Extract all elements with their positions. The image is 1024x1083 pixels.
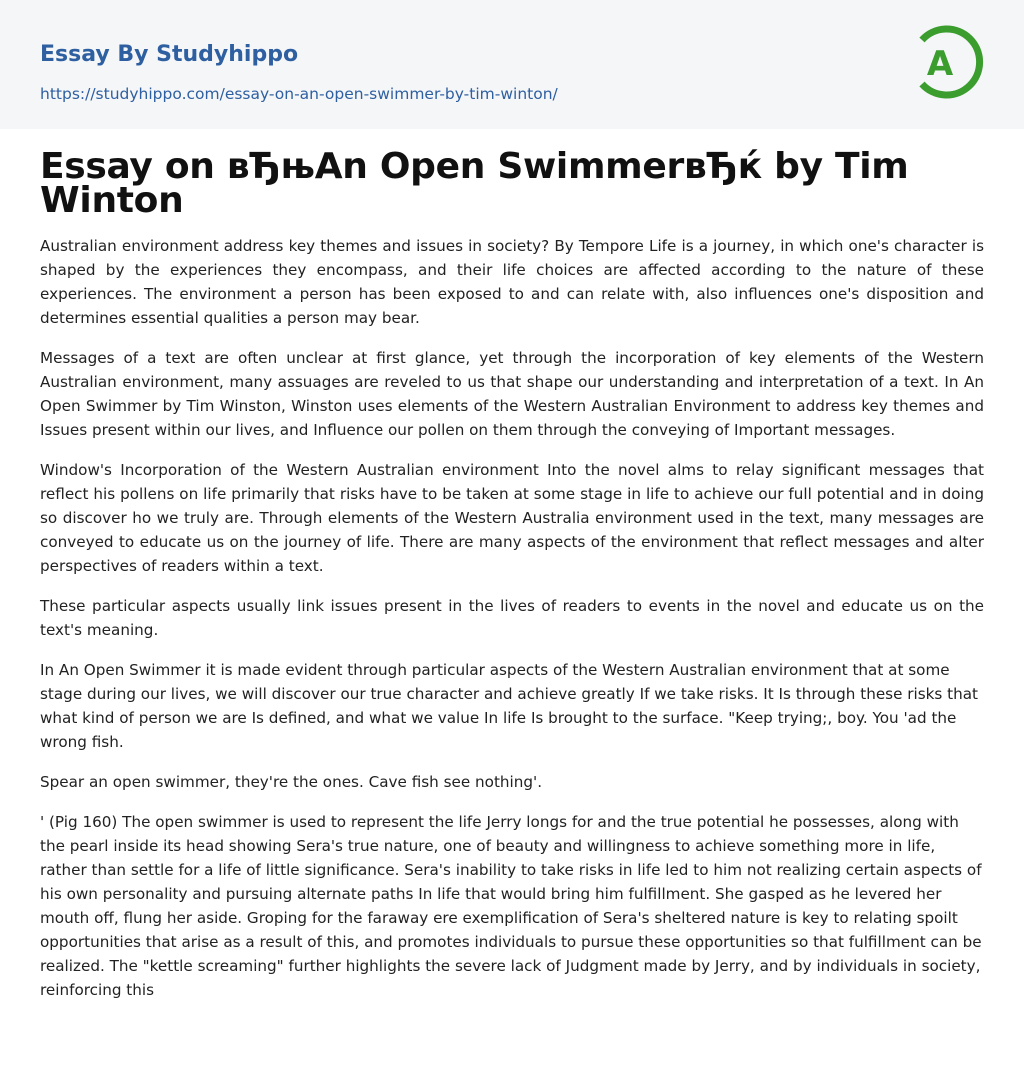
site-brand[interactable]: Essay By Studyhippo	[40, 42, 299, 67]
essay-paragraph: Messages of a text are often unclear at first glance, yet through the incorporation of key elements of the Western Australian environment, many assuages are reveled to us that shape our understanding and interpretation of a text. In An Open Swimmer by Tim Winston, Winston uses elements of the Western Australian Environment to address key themes and Issues present within our lives, and Influence our pollen on them through the conveying of Important messages.	[40, 349, 984, 439]
essay-paragraph: These particular aspects usually link issues present in the lives of readers to events in the novel and educate us on the text's meaning.	[40, 597, 984, 639]
logo-letter: A	[926, 44, 954, 84]
essay-paragraph: In An Open Swimmer it is made evident through particular aspects of the Western Australian environment that at some stage during our lives, we will discover our true character and achieve greatly If we take risks. It Is through these risks that what kind of person we are Is defined, and what we value In life Is brought to the surface. "Keep trying;, boy. You 'ad the wrong fish.	[40, 661, 979, 751]
site-header	[0, 0, 1024, 129]
essay-paragraph: Spear an open swimmer, they're the ones. Cave fish see nothing'.	[40, 773, 543, 791]
essay-paragraph: ' (Pig 160) The open swimmer is used to represent the life Jerry longs for and the true potential he possesses, along with the pearl inside its head showing Sera's true nature, one of beauty and willingness to achieve something more in life, rather than settle for a life of little significance. Sera's inability to take risks in life led to him not realizing certain aspects of his own personality and pursuing alternate paths In life that would bring him fulfillment. She gasped as he levered her mouth off, flung her aside. Groping for the faraway ere exemplification of Sera's sheltered nature is key to relating spoilt opportunities that arise as a result of this, and promotes individuals to pursue these opportunities so that fulfillment can be realized. The "kettle screaming" further highlights the severe lack of Judgment made by Jerry, and by individuals in society, reinforcing this	[40, 813, 982, 999]
page-url-link[interactable]: https://studyhippo.com/essay-on-an-open-swimmer-by-tim-winton/	[40, 85, 558, 103]
essay-body	[40, 234, 984, 1018]
studyhippo-logo-icon[interactable]	[910, 18, 988, 106]
page-title: Essay on вЂњAn Open SwimmerвЂќ by Tim Winton	[40, 146, 909, 221]
essay-paragraph: Window's Incorporation of the Western Australian environment Into the novel alms to relay significant messages that reflect his pollens on life primarily that risks have to be taken at some stage in life to achieve our full potential and in doing so discover ho we truly are. Through elements of the Western Australia environment used in the text, many messages are conveyed to educate us on the journey of life. There are many aspects of the environment that reflect messages and alter perspectives of readers within a text.	[40, 461, 984, 575]
essay-paragraph: Australian environment address key themes and issues in society? By Tempore Life is a journey, in which one's character is shaped by the experiences they encompass, and their life choices are affected according to the nature of these experiences. The environment a person has been exposed to and can relate with, also influences one's disposition and determines essential qualities a person may bear.	[40, 237, 984, 327]
